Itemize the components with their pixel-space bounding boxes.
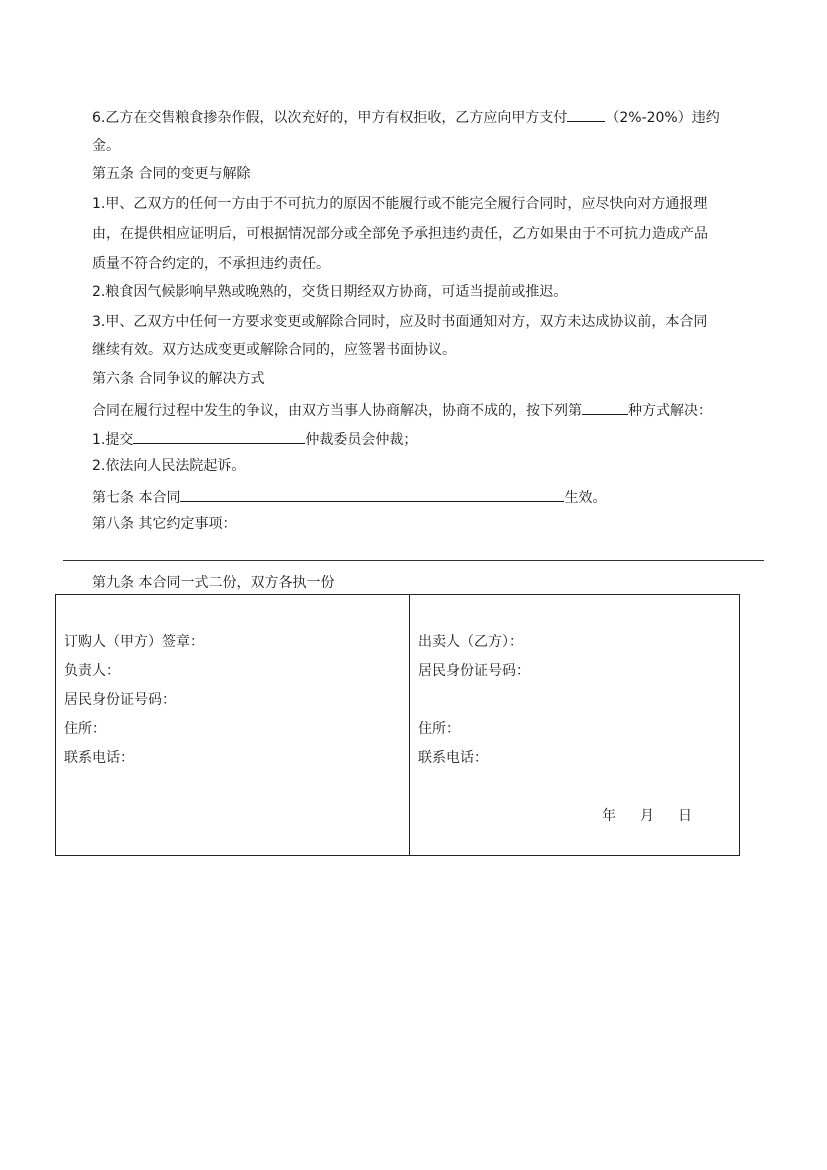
clause6-text-a: 6.乙方在交售粮食掺杂作假，以次充好的，甲方有权拒收，乙方应向甲方支付: [92, 110, 568, 126]
article5-p1-line3: 质量不符合约定的，不承担违约责任。: [92, 256, 330, 272]
article5-p2: 2.粮食因气候影响早熟或晚熟的，交货日期经双方协商，可适当提前或推迟。: [92, 284, 568, 300]
option1-text-a: 1.提交: [92, 432, 134, 448]
article5-p1-line2: 由，在提供相应证明后，可根据情况部分或全部免予承担违约责任，乙方如果由于不可抗力造成产品: [92, 226, 708, 242]
article5-p3-line1: 3.甲、乙双方中任何一方要求变更或解除合同时，应及时书面通知对方，双方未达成协议前，本合同: [92, 314, 708, 330]
article6-option2: 2.依法向人民法院起诉。: [92, 458, 246, 474]
date-month-label: 月: [640, 808, 654, 824]
effective-condition-blank[interactable]: [180, 486, 564, 502]
article6-title: 第六条 合同争议的解决方式: [92, 371, 265, 387]
article8: 第八条 其它约定事项：: [92, 516, 237, 532]
seller-label: 出卖人（乙方）：: [418, 634, 523, 650]
date-year-label: 年: [602, 808, 616, 824]
buyer-phone-label: 联系电话：: [64, 750, 134, 766]
seller-id-label: 居民身份证号码：: [418, 663, 530, 679]
article6-text-b: 种方式解决：: [628, 403, 712, 419]
buyer-id-label: 居民身份证号码：: [64, 692, 176, 708]
article9: 第九条 本合同一式二份，双方各执一份: [92, 575, 335, 591]
divider-line: [63, 560, 764, 561]
article6-option1: [92, 428, 417, 450]
date-day-label: 日: [678, 808, 692, 824]
arbitration-committee-blank[interactable]: [133, 428, 305, 444]
seller-address-label: 住所：: [418, 721, 460, 737]
seller-phone-label: 联系电话：: [418, 750, 488, 766]
signature-table: [55, 594, 740, 856]
buyer-signature-label: 订购人（甲方）签章：: [64, 634, 204, 650]
article7: [92, 486, 606, 508]
penalty-blank[interactable]: [567, 106, 605, 122]
buyer-responsible-label: 负责人：: [64, 663, 120, 679]
article5-p1-line1: 1.甲、乙双方的任何一方由于不可抗力的原因不能履行或不能完全履行合同时，应尽快向对方通报理: [92, 196, 708, 212]
article7-text-a: 第七条 本合同: [92, 490, 181, 506]
clause6-line1: [92, 106, 720, 128]
method-number-blank[interactable]: [582, 399, 628, 415]
article6-text-a: 合同在履行过程中发生的争议，由双方当事人协商解决，协商不成的，按下列第: [92, 403, 582, 419]
article7-text-b: 生效。: [564, 490, 607, 506]
option1-text-b: 仲裁委员会仲裁；: [305, 432, 418, 448]
article6-paragraph: [92, 399, 712, 421]
article5-title: 第五条 合同的变更与解除: [92, 166, 251, 182]
article5-p3-line2: 继续有效。双方达成变更或解除合同的，应签署书面协议。: [92, 342, 456, 358]
table-column-divider: [409, 595, 410, 855]
clause6-line2: 金。: [92, 138, 120, 154]
clause6-text-b: （2%-20%）违约: [605, 110, 720, 126]
buyer-address-label: 住所：: [64, 721, 106, 737]
